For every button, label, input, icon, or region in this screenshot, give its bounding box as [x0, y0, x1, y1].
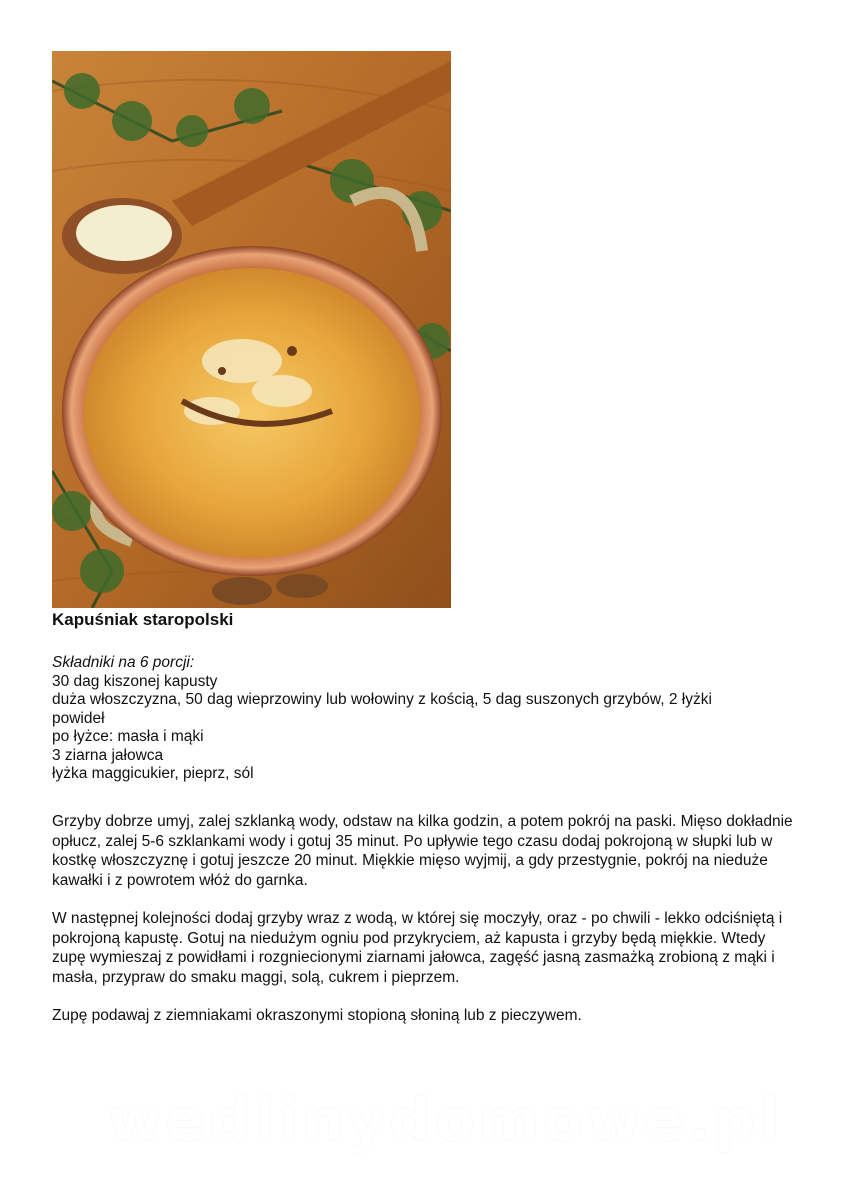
- ingredient-line: po łyżce: masła i mąki: [52, 728, 204, 745]
- soup-photo: [52, 51, 451, 608]
- ingredient-line: łyżka maggicukier, pieprz, sól: [52, 765, 254, 782]
- watermark: wedlinydomowe.pl: [108, 1086, 784, 1154]
- ingredients-section: [52, 654, 802, 784]
- step-paragraph-1: Grzyby dobrze umyj, zalej szklanką wody, odstaw na kilka godzin, a potem pokrój na paski. Mięso dokładnie opłucz, zalej 5-6 szklankami wody i gotuj 35 minut. Po upływie tego czasu dodaj pokrojoną w słupki lub w kostkę włoszczyznę i gotuj jeszcze 20 minut. Miękkie mięso wyjmij, a gdy przestygnie, pokrój na nieduże kawałki i z powrotem włóż do garnka.: [52, 813, 793, 889]
- ingredient-line: 3 ziarna jałowca: [52, 746, 164, 764]
- ingredient-line: 30 dag kiszonej kapusty: [52, 672, 218, 690]
- preparation-steps: [52, 812, 802, 1045]
- ingredients-heading: Składniki na 6 porcji:: [52, 654, 195, 671]
- step-paragraph-3: Zupę podawaj z ziemniakami okraszonymi stopioną słoniną lub z pieczywem.: [52, 1007, 582, 1024]
- ingredient-line: powideł: [52, 709, 105, 727]
- recipe-title: Kapuśniak staropolski: [52, 610, 234, 629]
- step-paragraph-2: W następnej kolejności dodaj grzyby wraz z wodą, w której się moczyły, oraz - po chwili - lekko odciśniętą i pokrojoną kapustę. Gotuj na niedużym ogniu pod przykryciem, aż kapusta i grzyby będą miękkie. Wtedy zupę wymieszaj z powidłami i rozgniecionymi ziarnami jałowca, zagęść jasną zasmażką zrobioną z mąki i masła, przypraw do smaku maggi, solą, cukrem i pieprzem.: [52, 910, 783, 986]
- soup-pot-icon: [52, 51, 451, 608]
- ingredient-line: duża włoszczyzna, 50 dag wieprzowiny lub wołowiny z kością, 5 dag suszonych grzybów, 2 łyżki: [52, 691, 712, 708]
